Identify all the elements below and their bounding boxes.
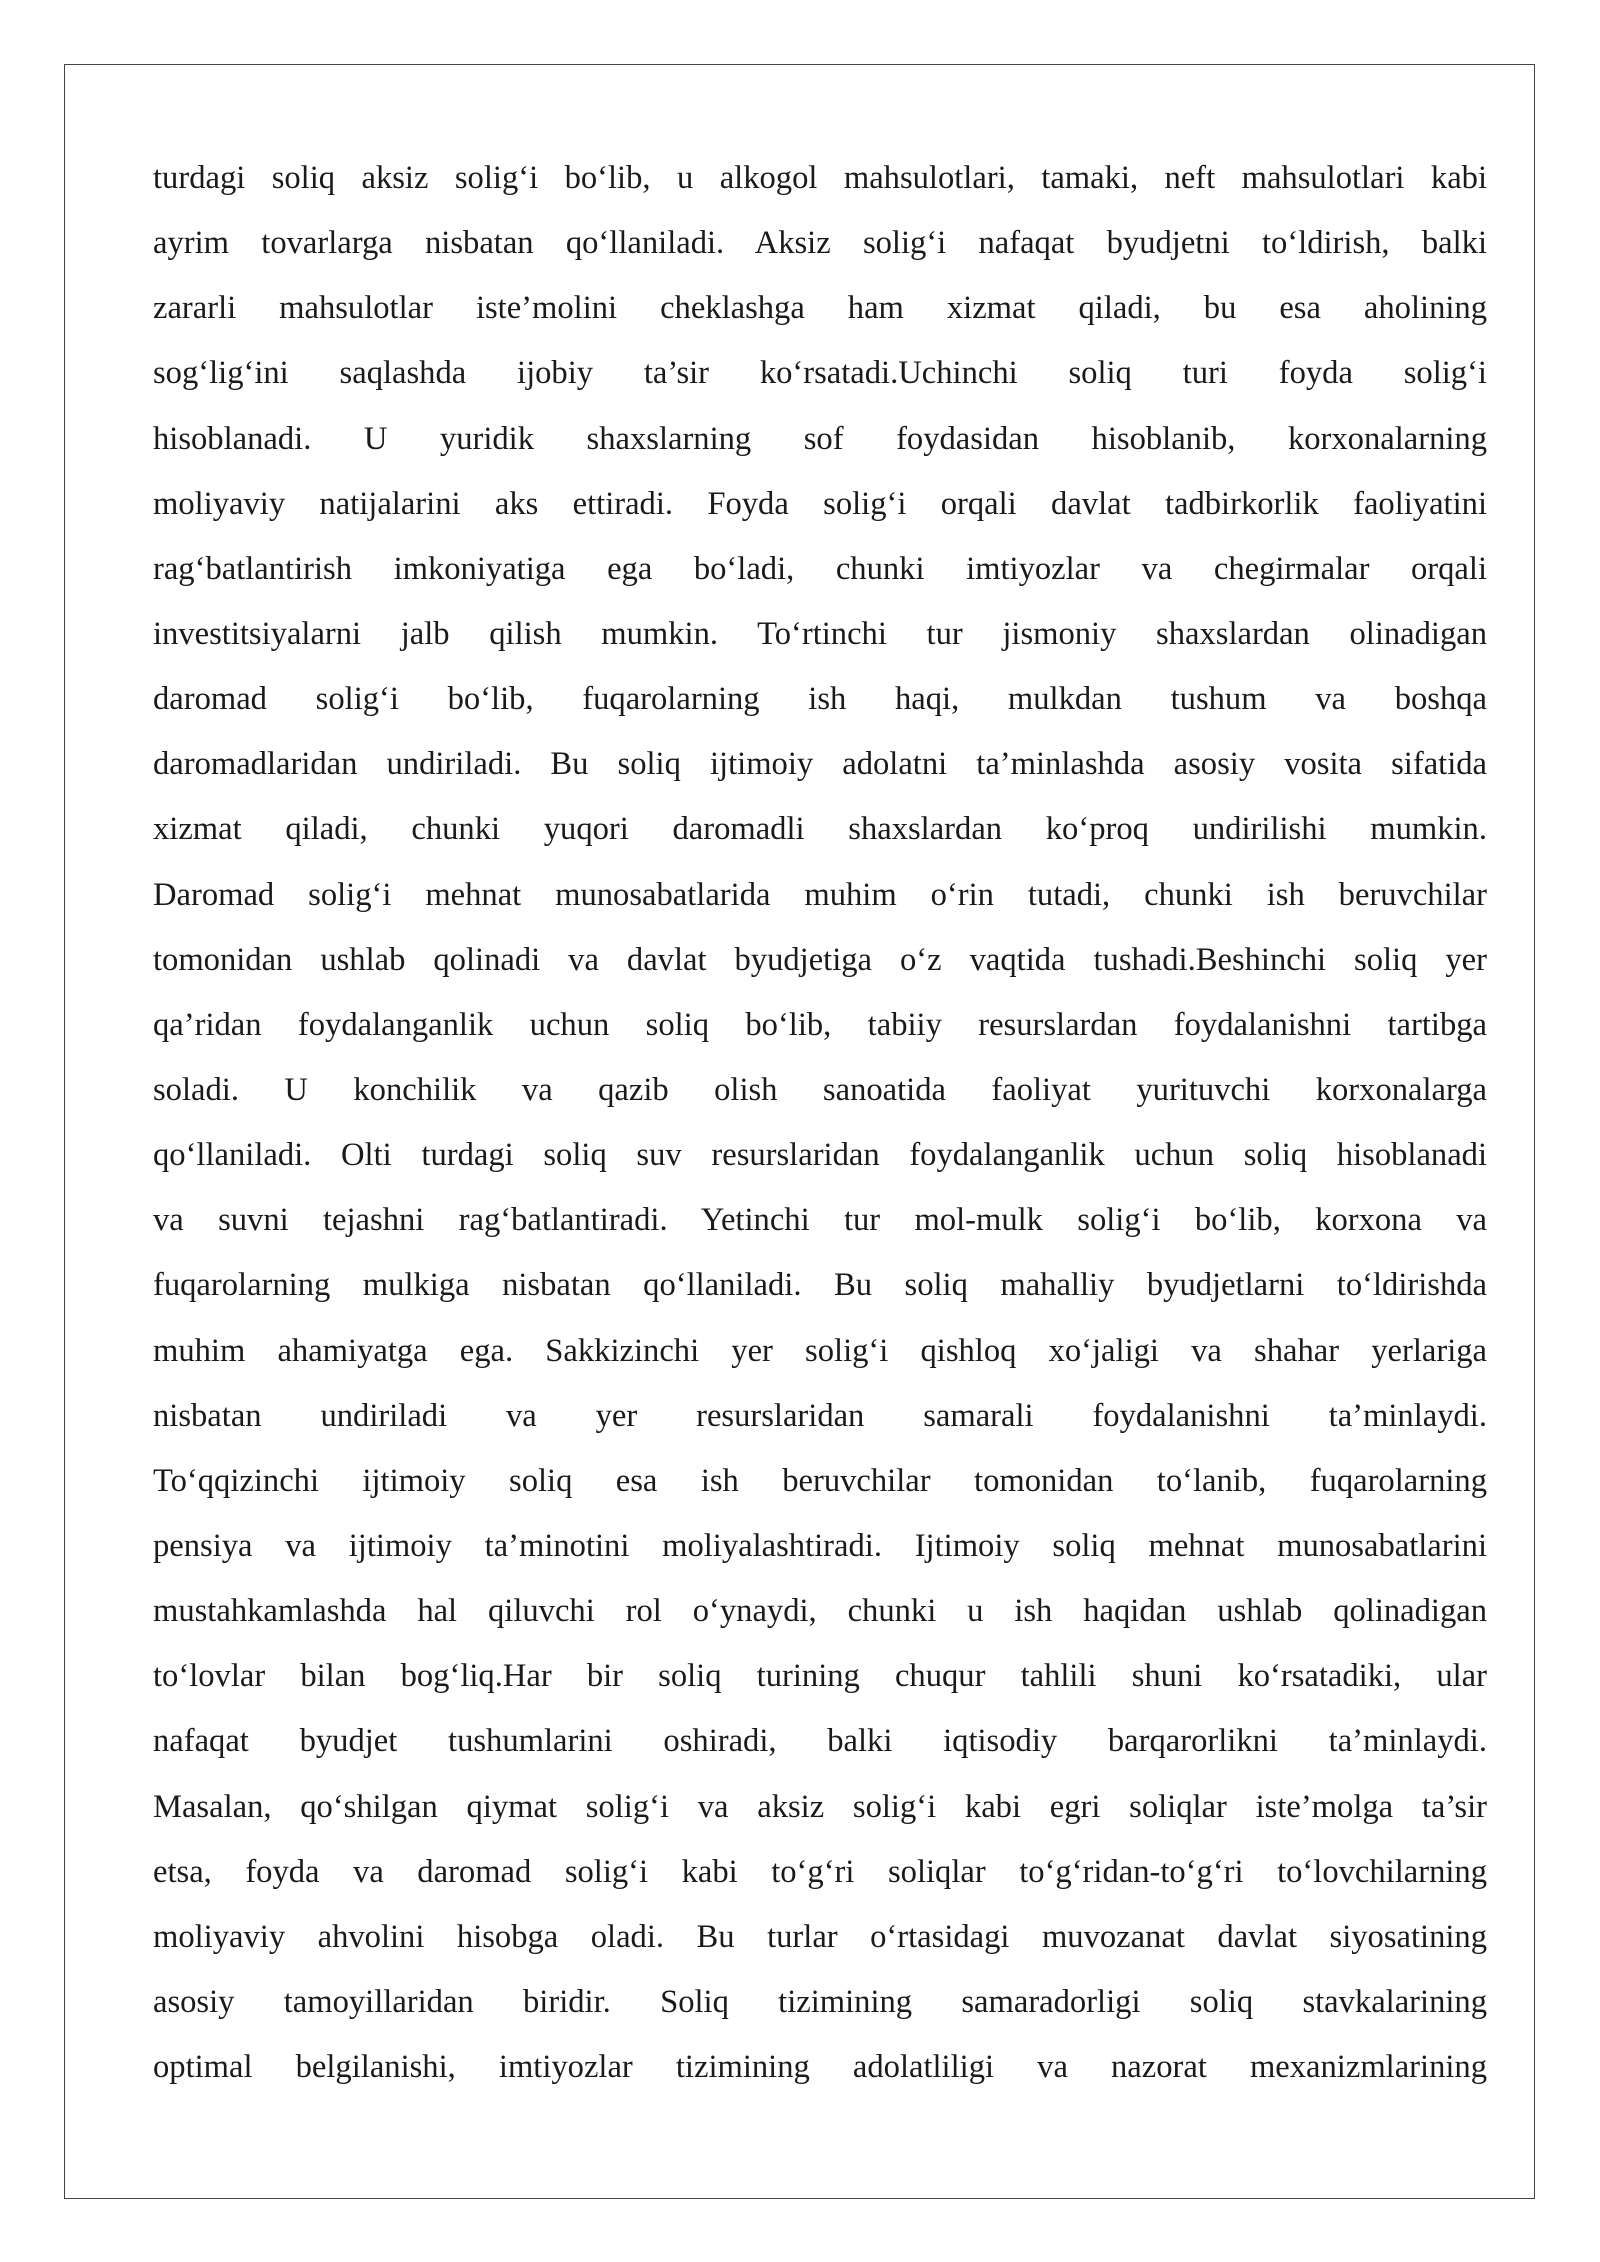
text-line: pensiya va ijtimoiy ta’minotini moliyalashtiradi. Ijtimoiy soliq mehnat munosabatlarini: [153, 1527, 1487, 1564]
text-line: sog‘lig‘ini saqlashda ijobiy ta’sir ko‘rsatadi.Uchinchi soliq turi foyda solig‘i: [153, 355, 1487, 392]
text-line: tomonidan ushlab qolinadi va davlat byudjetiga o‘z vaqtida tushadi.Beshinchi soliq yer: [153, 941, 1487, 978]
text-line: fuqarolarning mulkiga nisbatan qo‘llaniladi. Bu soliq mahalliy byudjetlarni to‘ldirishda: [153, 1267, 1487, 1304]
text-line: ayrim tovarlarga nisbatan qo‘llaniladi. Aksiz solig‘i nafaqat byudjetni to‘ldirish, balki: [153, 225, 1487, 262]
text-line: turdagi soliq aksiz solig‘i bo‘lib, u alkogol mahsulotlari, tamaki, neft mahsulotlari kabi: [153, 160, 1487, 196]
text-line: to‘lovlar bilan bog‘liq.Har bir soliq turining chuqur tahlili shuni ko‘rsatadiki, ular: [153, 1658, 1487, 1695]
text-line: xizmat qiladi, chunki yuqori daromadli shaxslardan ko‘proq undirilishi mumkin.: [153, 811, 1487, 848]
text-line: soladi. U konchilik va qazib olish sanoatida faoliyat yurituvchi korxonalarga: [153, 1071, 1487, 1108]
text-line: mustahkamlashda hal qiluvchi rol o‘ynaydi, chunki u ish haqidan ushlab qolinadigan: [153, 1593, 1487, 1630]
text-line: zararli mahsulotlar iste’molini cheklashga ham xizmat qiladi, bu esa aholining: [153, 290, 1487, 327]
body-paragraph: [153, 146, 1487, 2100]
text-line: moliyaviy ahvolini hisobga oladi. Bu turlar o‘rtasidagi muvozanat davlat siyosatining: [153, 1918, 1487, 1955]
text-line: etsa, foyda va daromad solig‘i kabi to‘g‘ri soliqlar to‘g‘ridan-to‘g‘ri to‘lovchilarning: [153, 1853, 1487, 1890]
text-line: To‘qqizinchi ijtimoiy soliq esa ish beruvchilar tomonidan to‘lanib, fuqarolarning: [153, 1462, 1487, 1499]
text-line: Masalan, qo‘shilgan qiymat solig‘i va aksiz solig‘i kabi egri soliqlar iste’molga ta’sir: [153, 1788, 1487, 1825]
text-line: investitsiyalarni jalb qilish mumkin. To‘rtinchi tur jismoniy shaxslardan olinadigan: [153, 615, 1487, 652]
text-line: hisoblanadi. U yuridik shaxslarning sof foydasidan hisoblanib, korxonalarning: [153, 420, 1487, 457]
text-line: muhim ahamiyatga ega. Sakkizinchi yer solig‘i qishloq xo‘jaligi va shahar yerlariga: [153, 1332, 1487, 1369]
text-line: nisbatan undiriladi va yer resurslaridan samarali foydalanishni ta’minlaydi.: [153, 1397, 1487, 1434]
text-line: rag‘batlantirish imkoniyatiga ega bo‘ladi, chunki imtiyozlar va chegirmalar orqali: [153, 550, 1487, 587]
text-line: qo‘llaniladi. Olti turdagi soliq suv resurslaridan foydalanganlik uchun soliq hisoblanadi: [153, 1137, 1487, 1174]
text-line: asosiy tamoyillaridan biridir. Soliq tizimining samaradorligi soliq stavkalarining: [153, 1983, 1487, 2020]
text-line: Daromad solig‘i mehnat munosabatlarida muhim o‘rin tutadi, chunki ish beruvchilar: [153, 876, 1487, 913]
text-line: va suvni tejashni rag‘batlantiradi. Yetinchi tur mol-mulk solig‘i bo‘lib, korxona va: [153, 1202, 1487, 1239]
text-line: qa’ridan foydalanganlik uchun soliq bo‘lib, tabiiy resurslardan foydalanishni tartibga: [153, 1006, 1487, 1043]
text-line: nafaqat byudjet tushumlarini oshiradi, balki iqtisodiy barqarorlikni ta’minlaydi.: [153, 1723, 1487, 1760]
text-line: daromad solig‘i bo‘lib, fuqarolarning ish haqi, mulkdan tushum va boshqa: [153, 681, 1487, 718]
text-line: moliyaviy natijalarini aks ettiradi. Foyda solig‘i orqali davlat tadbirkorlik faoliyatini: [153, 485, 1487, 522]
text-line: daromadlaridan undiriladi. Bu soliq ijtimoiy adolatni ta’minlashda asosiy vosita sifatida: [153, 746, 1487, 783]
text-line: optimal belgilanishi, imtiyozlar tizimining adolatliligi va nazorat mexanizmlarining: [153, 2049, 1487, 2086]
